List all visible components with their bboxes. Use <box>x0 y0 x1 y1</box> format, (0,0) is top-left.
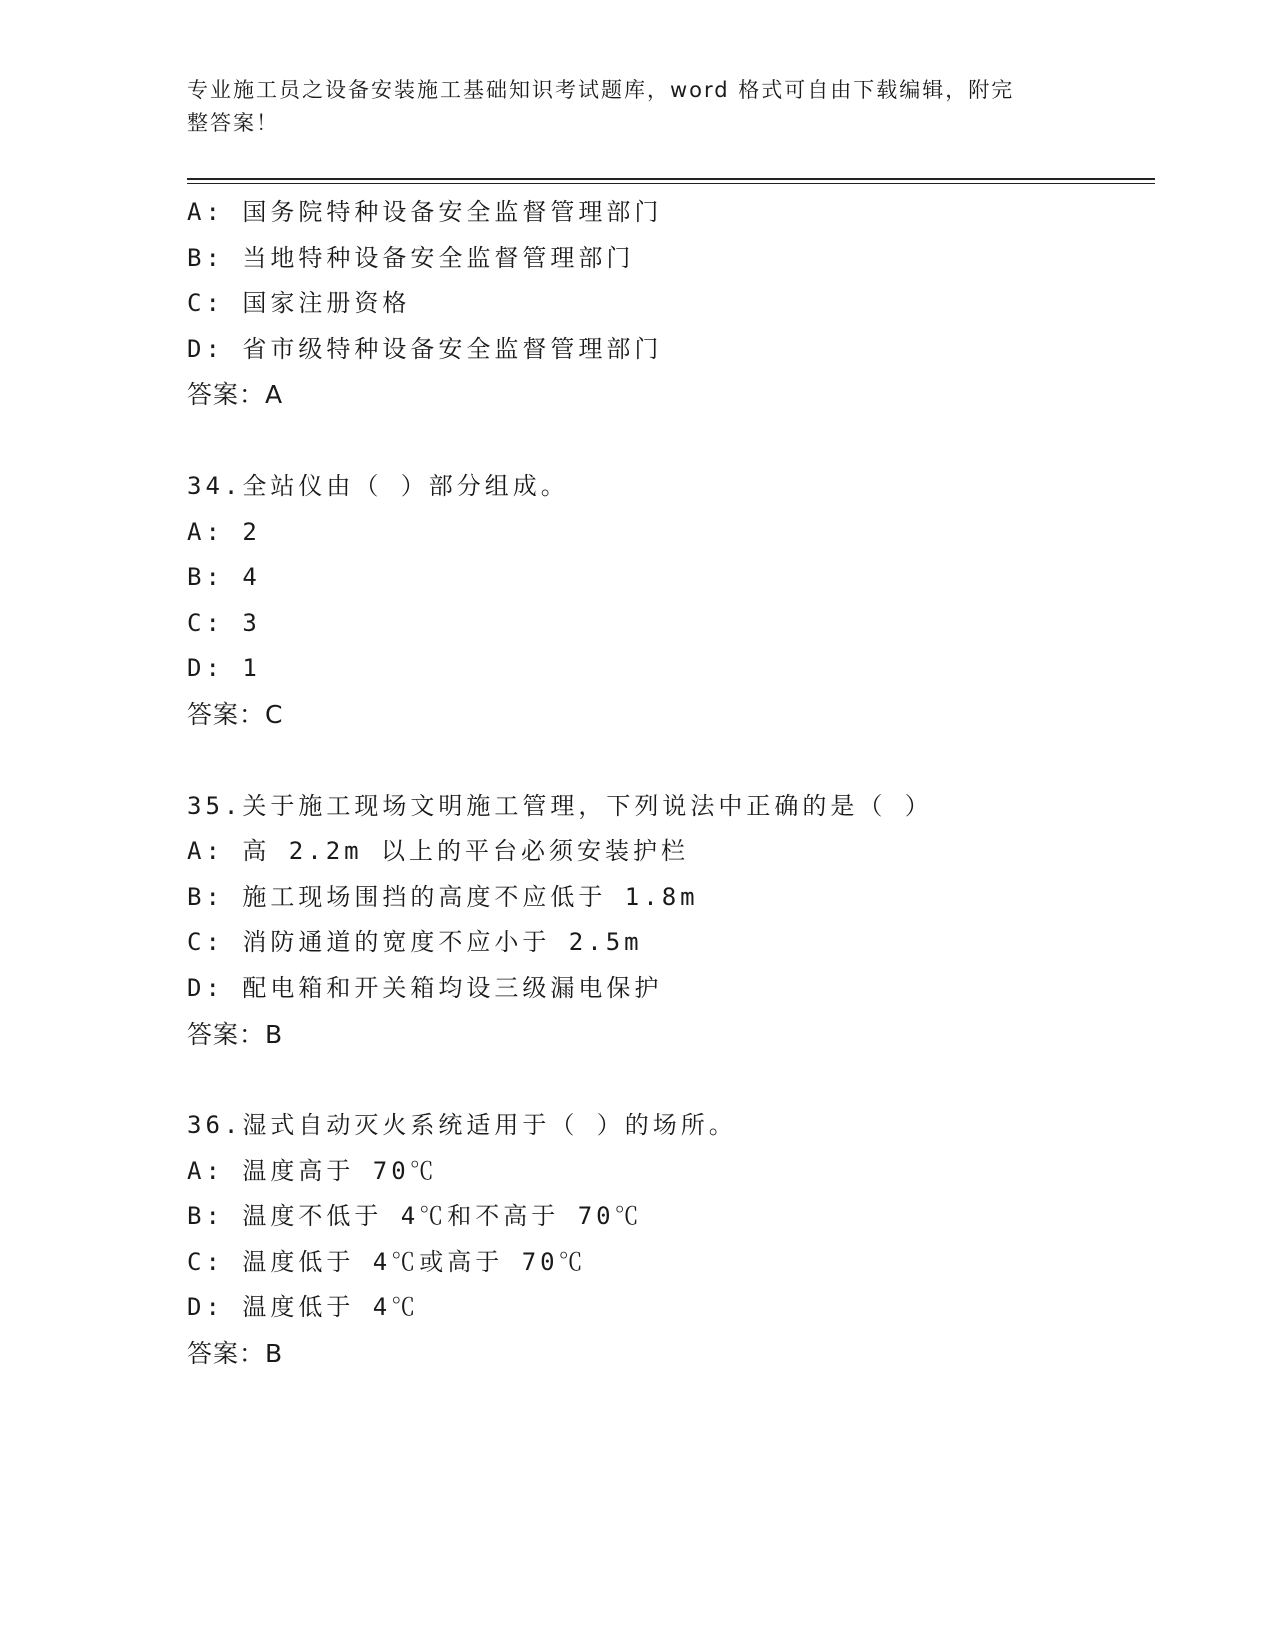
question-text: 35.关于施工现场文明施工管理，下列说法中正确的是（ ） <box>187 791 933 820</box>
header-line-2: 整答案！ <box>187 111 279 135</box>
question-text: 34.全站仪由（ ）部分组成。 <box>187 471 569 500</box>
option-c: C: 消防通道的宽度不应小于 2.5m <box>187 928 643 957</box>
option-d: D: 1 <box>187 654 261 683</box>
document-header <box>187 74 1067 140</box>
question-34-block <box>187 464 1147 738</box>
option-d: D: 配电箱和开关箱均设三级漏电保护 <box>187 973 663 1002</box>
option-d: D: 温度低于 4℃ <box>187 1293 420 1322</box>
header-divider-thin <box>187 183 1155 184</box>
option-b: B: 施工现场围挡的高度不应低于 1.8m <box>187 882 699 911</box>
option-a: A: 高 2.2m 以上的平台必须安装护栏 <box>187 837 690 866</box>
option-c: C: 3 <box>187 608 261 637</box>
option-c: C: 温度低于 4℃或高于 70℃ <box>187 1247 587 1276</box>
option-d: D: 省市级特种设备安全监督管理部门 <box>187 334 663 363</box>
answer-line: 答案：C <box>187 699 284 729</box>
question-33-block <box>187 190 1147 418</box>
question-35-block <box>187 784 1147 1058</box>
spacer <box>187 418 1147 464</box>
spacer <box>187 738 1147 784</box>
answer-line: 答案：B <box>187 1019 284 1049</box>
spacer <box>187 1057 1147 1103</box>
option-a: A: 国务院特种设备安全监督管理部门 <box>187 198 663 226</box>
option-b: B: 当地特种设备安全监督管理部门 <box>187 243 635 272</box>
option-a: A: 2 <box>187 517 261 546</box>
header-line-1: 专业施工员之设备安装施工基础知识考试题库，word 格式可自由下载编辑，附完 <box>187 78 1015 102</box>
option-c: C: 国家注册资格 <box>187 289 411 318</box>
answer-line: 答案：A <box>187 380 284 410</box>
question-list <box>187 190 1147 1377</box>
question-36-block <box>187 1103 1147 1377</box>
option-b: B: 温度不低于 4℃和不高于 70℃ <box>187 1202 643 1231</box>
header-divider-thick <box>187 178 1155 180</box>
option-a: A: 温度高于 70℃ <box>187 1156 438 1185</box>
question-text: 36.湿式自动灭火系统适用于（ ）的场所。 <box>187 1111 737 1140</box>
answer-line: 答案：B <box>187 1339 284 1369</box>
option-b: B: 4 <box>187 563 261 592</box>
